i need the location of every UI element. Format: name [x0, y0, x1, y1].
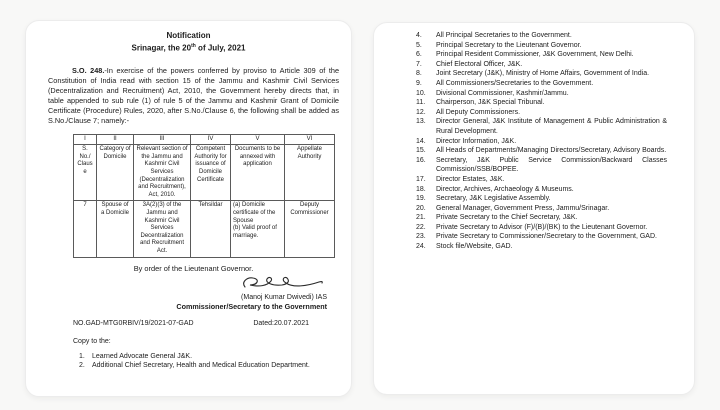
list-item-number: 17. [416, 175, 426, 183]
list-item [416, 213, 667, 223]
table-header-cell: Relevant section of the Jammu and Kashmir Civil Services (Decentralization and Recruitment), Act, 2010. [134, 145, 191, 201]
by-order-line: By order of the Lieutenant Governor. [133, 263, 254, 273]
dated-label: Dated:20.07.2021 [253, 319, 309, 327]
list-item-text: Private Secretary to Commissioner/Secretary to the Government, GAD. [436, 233, 657, 241]
list-item-text: All Principal Secretaries to the Government. [436, 32, 572, 39]
list-item-text: Learned Advocate General J&K. [92, 352, 193, 360]
list-item [416, 41, 667, 51]
list-item-number: 21. [416, 214, 426, 222]
list-item [416, 156, 667, 175]
list-item-number: 12. [416, 108, 426, 116]
list-item-number: 8. [416, 70, 422, 78]
list-item [416, 60, 667, 70]
list-item [416, 117, 667, 136]
list-item-number: 1. [79, 352, 85, 360]
list-item-text: Director Estates, J&K. [436, 175, 505, 183]
order-body-text: -In exercise of the powers conferred by proviso to Article 309 of the Constitution of India read with section 15 of the Jammu and Kashmir Civil Services (Decentralization and Recruitment) Act, 2010, the Government hereby directs that, in table appended to sub rule (1) of rule 5 of the Jammu and Kashmir Grant of Domicile Certificate (Procedure) Rules, 2020, after S.No./Clause 6, the following shall be added as S.No./Clause 7; namely:- [48, 65, 340, 125]
list-item-number: 9. [416, 79, 422, 87]
roman-header-cell: I [74, 134, 97, 145]
list-item-text: Additional Chief Secretary, Health and Medical Education Department. [92, 362, 310, 370]
distribution-list [416, 31, 667, 252]
list-item [416, 223, 667, 233]
list-item-text: Joint Secretary (J&K), Ministry of Home Affairs, Government of India. [436, 70, 650, 78]
list-item-number: 15. [416, 147, 426, 155]
signature-block [26, 274, 327, 311]
list-item [416, 204, 667, 214]
list-item-text: All Heads of Departments/Managing Directors/Secretary, Advisory Boards. [436, 147, 667, 155]
table-header-cell: Category of Domicile [97, 145, 134, 201]
list-item-number: 20. [416, 204, 426, 212]
notification-page [25, 20, 352, 397]
list-item [416, 69, 667, 79]
list-item [416, 31, 667, 41]
list-item-number: 4. [416, 32, 422, 39]
list-item-text: Private Secretary to Advisor (F)/(B)/(BK) to the Lieutenant Governor. [436, 223, 648, 231]
list-item-text: Divisional Commissioner, Kashmir/Jammu. [436, 89, 569, 97]
list-item [416, 175, 667, 185]
table-data-row [74, 201, 335, 257]
list-item [79, 361, 333, 371]
list-item [416, 185, 667, 195]
list-item-text: Principal Secretary to the Lieutenant Governor. [436, 41, 582, 49]
table-header-cell: S. No./ Clause [74, 145, 97, 201]
list-item-number: 24. [416, 243, 426, 251]
list-item-text: Principal Resident Commissioner, J&K Government, New Delhi. [436, 51, 634, 59]
signatory-name: (Manoj Kumar Dwivedi) IAS [241, 293, 327, 301]
table-cell-authority: Tehsildar [191, 201, 231, 257]
distribution-page [373, 22, 695, 395]
list-item-text: Director Information, J&K. [436, 137, 517, 145]
list-item-number: 10. [416, 89, 426, 97]
list-item [416, 50, 667, 60]
list-item-text: Secretary, J&K Public Service Commission/Backward Classes Commission/SSB/BOPEE. [436, 156, 667, 174]
list-item [416, 232, 667, 242]
table-cell-section: 3A(2)(3) of the Jammu and Kashmir Civil Services Decentralization and Recruitment Act. [134, 201, 191, 257]
list-item-number: 22. [416, 223, 426, 231]
table-cell-category: Spouse of a Domicile [97, 201, 134, 257]
list-item-number: 16. [416, 156, 426, 164]
table-cell-appellate: Deputy Commissioner [285, 201, 335, 257]
date-suffix: of July, 2021 [195, 43, 246, 53]
table-header-row [74, 145, 335, 201]
list-item [416, 194, 667, 204]
list-item [416, 242, 667, 252]
list-item [416, 89, 667, 99]
document-item-b: (b) Valid proof of marriage. [233, 225, 277, 239]
list-item [79, 352, 333, 362]
roman-header-cell: II [97, 134, 134, 145]
document-item-a: (a) Domicile certificate of the Spouse [233, 202, 276, 224]
list-item [416, 137, 667, 147]
list-item [416, 79, 667, 89]
reference-row [73, 319, 309, 328]
list-item-text: Secretary, J&K Legislative Assembly. [436, 195, 551, 203]
table-roman-header-row [74, 134, 335, 145]
list-item-text: All Commissioners/Secretaries to the Government. [436, 79, 594, 87]
table-header-cell: Documents to be annexed with application [231, 145, 285, 201]
list-item-text: Private Secretary to the Chief Secretary, J&K. [436, 214, 578, 222]
notification-table [73, 134, 335, 258]
signatory-designation: Commissioner/Secretary to the Government [176, 301, 327, 311]
list-item-text: Stock file/Website, GAD. [436, 243, 513, 251]
list-item-number: 13. [416, 118, 426, 126]
order-paragraph [48, 66, 339, 126]
list-item [416, 98, 667, 108]
list-item-text: All Deputy Commissioners. [436, 108, 521, 116]
copy-to-list [79, 352, 333, 371]
list-item-number: 11. [416, 99, 426, 107]
list-item [416, 146, 667, 156]
list-item-text: Director General, J&K Institute of Management & Public Administration & Rural Development. [436, 118, 667, 135]
page-title: Notification [166, 31, 211, 40]
list-item-number: 5. [416, 41, 422, 49]
table-cell-documents [231, 201, 285, 257]
list-item-text: Chairperson, J&K Special Tribunal. [436, 99, 545, 107]
so-number: S.O. 248. [72, 65, 105, 75]
list-item [416, 108, 667, 118]
list-item-number: 2. [79, 362, 85, 370]
date-prefix: Srinagar, the 20 [131, 43, 192, 53]
list-item-number: 18. [416, 185, 426, 193]
roman-header-cell: IV [191, 134, 231, 145]
list-item-number: 19. [416, 195, 426, 203]
date-ordinal-suffix: th [191, 43, 196, 49]
copy-to-heading: Copy to the: [73, 337, 111, 345]
list-item-text: Director, Archives, Archaeology & Museums. [436, 185, 574, 193]
list-item-number: 6. [416, 51, 422, 59]
date-place-line [26, 41, 351, 54]
list-item-text: General Manager, Government Press, Jammu/Srinagar. [436, 204, 610, 212]
list-item-text: Chief Electoral Officer, J&K. [436, 60, 523, 68]
table-header-cell: Competent Authority for issuance of Domicile Certificate [191, 145, 231, 201]
table-cell-sno: 7 [74, 201, 97, 257]
list-item-number: 7. [416, 60, 422, 68]
roman-header-cell: III [134, 134, 191, 145]
reference-number: NO.GAD-MTG0RBIV/19/2021-07-GAD [73, 319, 194, 327]
roman-header-cell: VI [285, 134, 335, 145]
list-item-number: 23. [416, 233, 426, 241]
table-header-cell: Appellate Authority [285, 145, 335, 201]
list-item-number: 14. [416, 137, 426, 145]
roman-header-cell: V [231, 134, 285, 145]
